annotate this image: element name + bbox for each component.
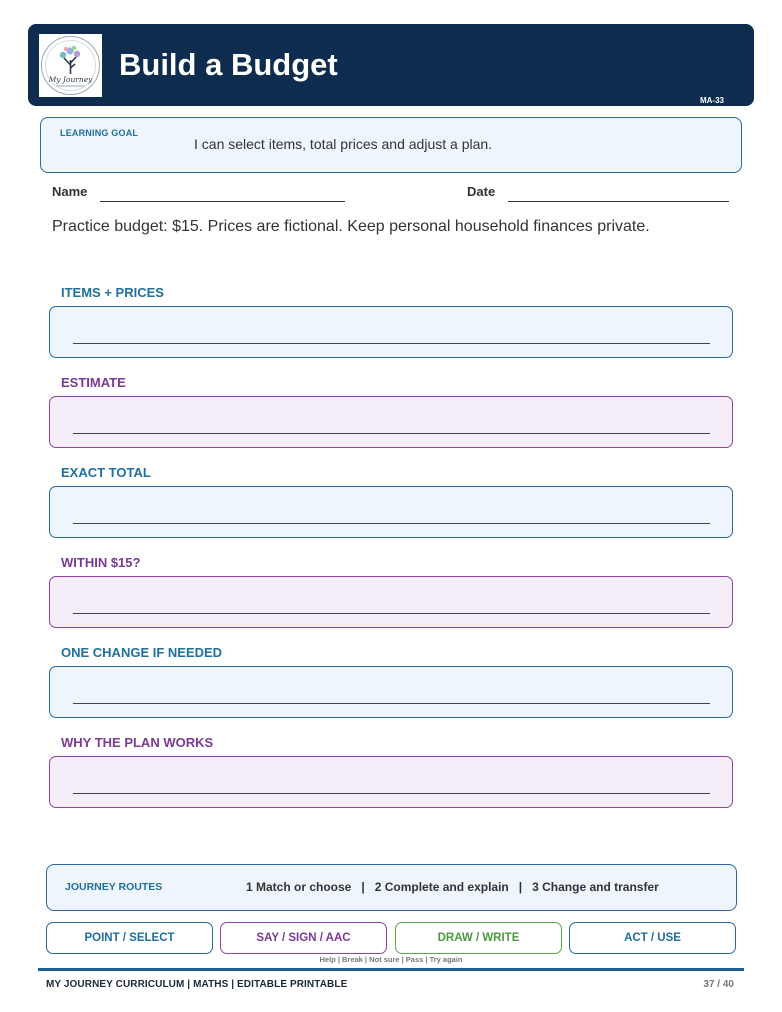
date-label: Date <box>467 184 496 199</box>
page-number: 37 / 40 <box>703 979 734 990</box>
learning-goal-label: LEARNING GOAL <box>60 128 139 138</box>
mode-say-sign-aac-button[interactable]: SAY / SIGN / AAC <box>220 922 387 954</box>
section-label-items-prices: ITEMS + PRICES <box>61 285 164 300</box>
journey-routes-text: 1 Match or choose | 2 Complete and explain | 3 Change and transfer <box>246 880 659 894</box>
section-label-estimate: ESTIMATE <box>61 375 126 390</box>
mode-draw-write-button[interactable]: DRAW / WRITE <box>395 922 562 954</box>
write-line <box>73 613 710 614</box>
section-label-within-budget: WITHIN $15? <box>61 555 141 570</box>
logo <box>39 34 102 97</box>
name-label: Name <box>52 184 88 199</box>
page-title: Build a Budget <box>119 47 338 82</box>
answer-box-exact-total[interactable] <box>49 486 733 538</box>
date-field[interactable] <box>508 201 729 202</box>
journey-routes-label: JOURNEY ROUTES <box>65 881 163 893</box>
section-label-why-plan-works: WHY THE PLAN WORKS <box>61 735 214 750</box>
mode-act-use-button[interactable]: ACT / USE <box>569 922 736 954</box>
tree-logo-icon <box>39 34 102 97</box>
section-label-exact-total: EXACT TOTAL <box>61 465 151 480</box>
answer-box-one-change[interactable] <box>49 666 733 718</box>
write-line <box>73 343 710 344</box>
mode-point-select-button[interactable]: POINT / SELECT <box>46 922 213 954</box>
answer-box-estimate[interactable] <box>49 396 733 448</box>
answer-box-why-plan-works[interactable] <box>49 756 733 808</box>
section-label-one-change: ONE CHANGE IF NEEDED <box>61 645 223 660</box>
write-line <box>73 793 710 794</box>
answer-box-items-prices[interactable] <box>49 306 733 358</box>
footer-title: MY JOURNEY CURRICULUM | MATHS | EDITABLE PRINTABLE <box>46 979 348 990</box>
footer-divider <box>38 968 744 971</box>
help-options: Help | Break | Not sure | Pass | Try again <box>319 955 463 964</box>
svg-text:My Journey: My Journey <box>48 75 93 84</box>
write-line <box>73 523 710 524</box>
intro-text: Practice budget: $15. Prices are fictional. Keep personal household finances private. <box>52 218 650 235</box>
activity-code: MA-33 <box>699 96 724 105</box>
name-field[interactable] <box>100 201 345 202</box>
write-line <box>73 703 710 704</box>
answer-box-within-budget[interactable] <box>49 576 733 628</box>
learning-goal-text: I can select items, total prices and adjust a plan. <box>194 136 493 152</box>
write-line <box>73 433 710 434</box>
